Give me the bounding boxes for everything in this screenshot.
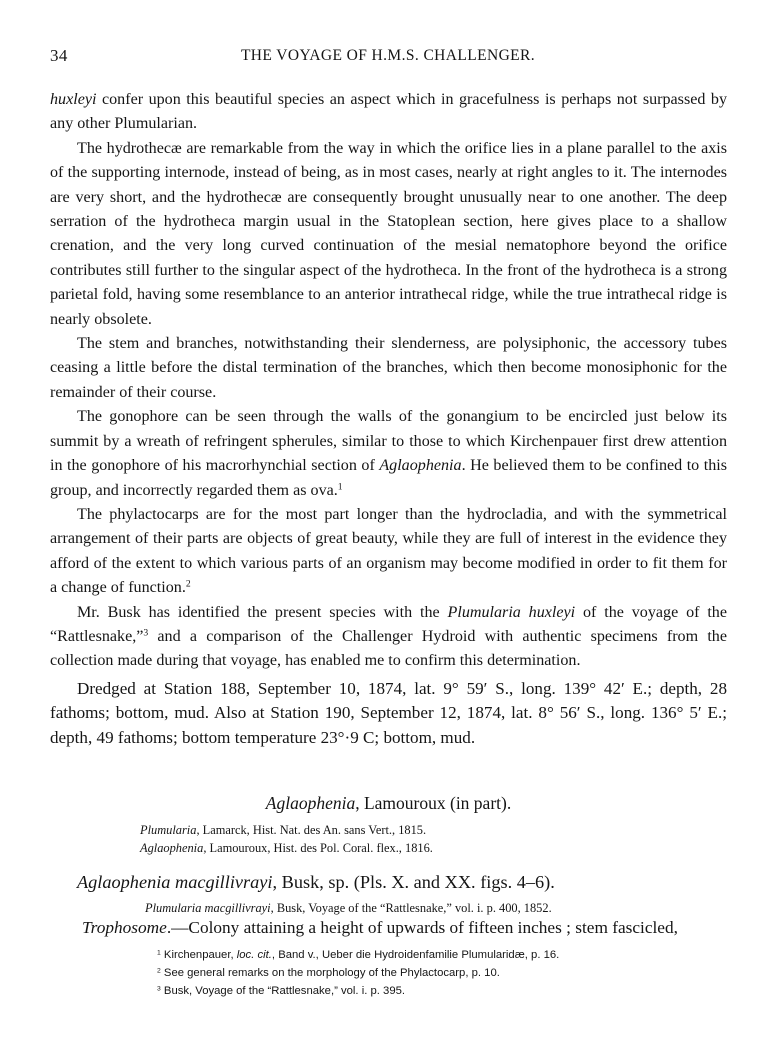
footnote: $^2$ See general remarks on the morphology of the Phylactocarp, p. 10.: [157, 967, 500, 979]
paragraph-2: The hydrothecæ are remarkable from the way in which the orifice lies in a plane parallel to the axis of the supporting internode, instead of being, as in most cases, nearly at right angles to it. The internodes are very short, and the hydrothecæ are consequently brought unusually near to one another. The deep serration of the hydrotheca margin usual in the Statoplean section, here gives place to a shallow crenation, and the very long curved continuation of the mesial nematophore beyond the orifice contributes still further to the singular aspect of the hydrotheca. In the front of the hydrotheca is a strong parietal fold, having some resemblance to an anterior intrathecal ridge, while the true intrathecal ridge is nearly obsolete.: [50, 139, 727, 328]
species-epithet: huxleyi: [50, 91, 97, 108]
running-header: [50, 46, 726, 68]
trophosome-description: Trophosome.—Colony attaining a height of upwards of fifteen inches ; stem fascicled,: [82, 918, 678, 937]
footnote: $^1$ Kirchenpauer, loc. cit., Band v., Ueber die Hydroidenfamilie Plumularidæ, p. 16.: [157, 949, 560, 961]
genus-synonym: Aglaophenia, Lamouroux, Hist. des Pol. Coral. flex., 1816.: [140, 841, 433, 855]
genus-heading: Aglaophenia, Lamouroux (in part).: [265, 793, 512, 813]
page-number: 34: [50, 46, 68, 65]
species-heading: Aglaophenia macgillivrayi, Busk, sp. (Pls. X. and XX. figs. 4–6).: [77, 872, 555, 892]
paragraph-3: The stem and branches, notwithstanding their slenderness, are polysiphonic, the accessory tubes ceasing a little before the distal termination of the branches, which then become monosiphonic for the remainder of their course.: [50, 335, 727, 401]
genus-synonym: Plumularia, Lamarck, Hist. Nat. des An. sans Vert., 1815.: [140, 823, 427, 837]
footnote: $^3$ Busk, Voyage of the “Rattlesnake,” vol. i. p. 395.: [157, 985, 406, 997]
paragraph-4: The gonophore can be seen through the walls of the gonangium to be encircled just below its summit by a wreath of refringent spherules, similar to those to which Kirchenpauer first drew attention in the gonophore of his macrorhynchial section of Aglaophenia. He believed them to be confined to this group, and incorrectly regarded them as ova.$^1$: [50, 408, 727, 499]
species-synonym: Plumularia macgillivrayi, Busk, Voyage of the “Rattlesnake,” vol. i. p. 400, 1852.: [145, 901, 552, 915]
station-record: Dredged at Station 188, September 10, 1874, lat. 9° 59′ S., long. 139° 42′ E.; depth, 28 fathoms; bottom, mud. Also at Station 190, September 12, 1874, lat. 8° 56′ S., long. 136° 5′ E.; depth, 49 fathoms; bottom temperature 23°·9 C; bottom, mud.: [50, 678, 727, 747]
paragraph-6: Mr. Busk has identified the present species with the Plumularia huxleyi of the voyage of the “Rattlesnake,”$^3$ and a comparison of the Challenger Hydroid with authentic specimens from the collection made during that voyage, has enabled me to confirm this determination.: [50, 603, 727, 670]
footnote-ref-1[interactable]: 1: [337, 481, 343, 493]
paragraph-1: huxleyi confer upon this beautiful species an aspect which in gracefulness is perhaps not surpassed by any other Plumularian.: [50, 91, 727, 133]
paragraph-5: The phylactocarps are for the most part longer than the hydrocladia, and with the symmetrical arrangement of their parts are objects of great beauty, while they are full of interest in the evidence they afford of the extent to which various parts of an organism may become modified in order to fit them for a change of function.$^2$: [50, 505, 727, 597]
running-title: THE VOYAGE OF H.M.S. CHALLENGER.: [240, 47, 536, 64]
body-text: [50, 88, 727, 751]
footnote-ref-2[interactable]: 2: [185, 578, 191, 590]
footnote-ref-3[interactable]: 3: [143, 627, 149, 639]
